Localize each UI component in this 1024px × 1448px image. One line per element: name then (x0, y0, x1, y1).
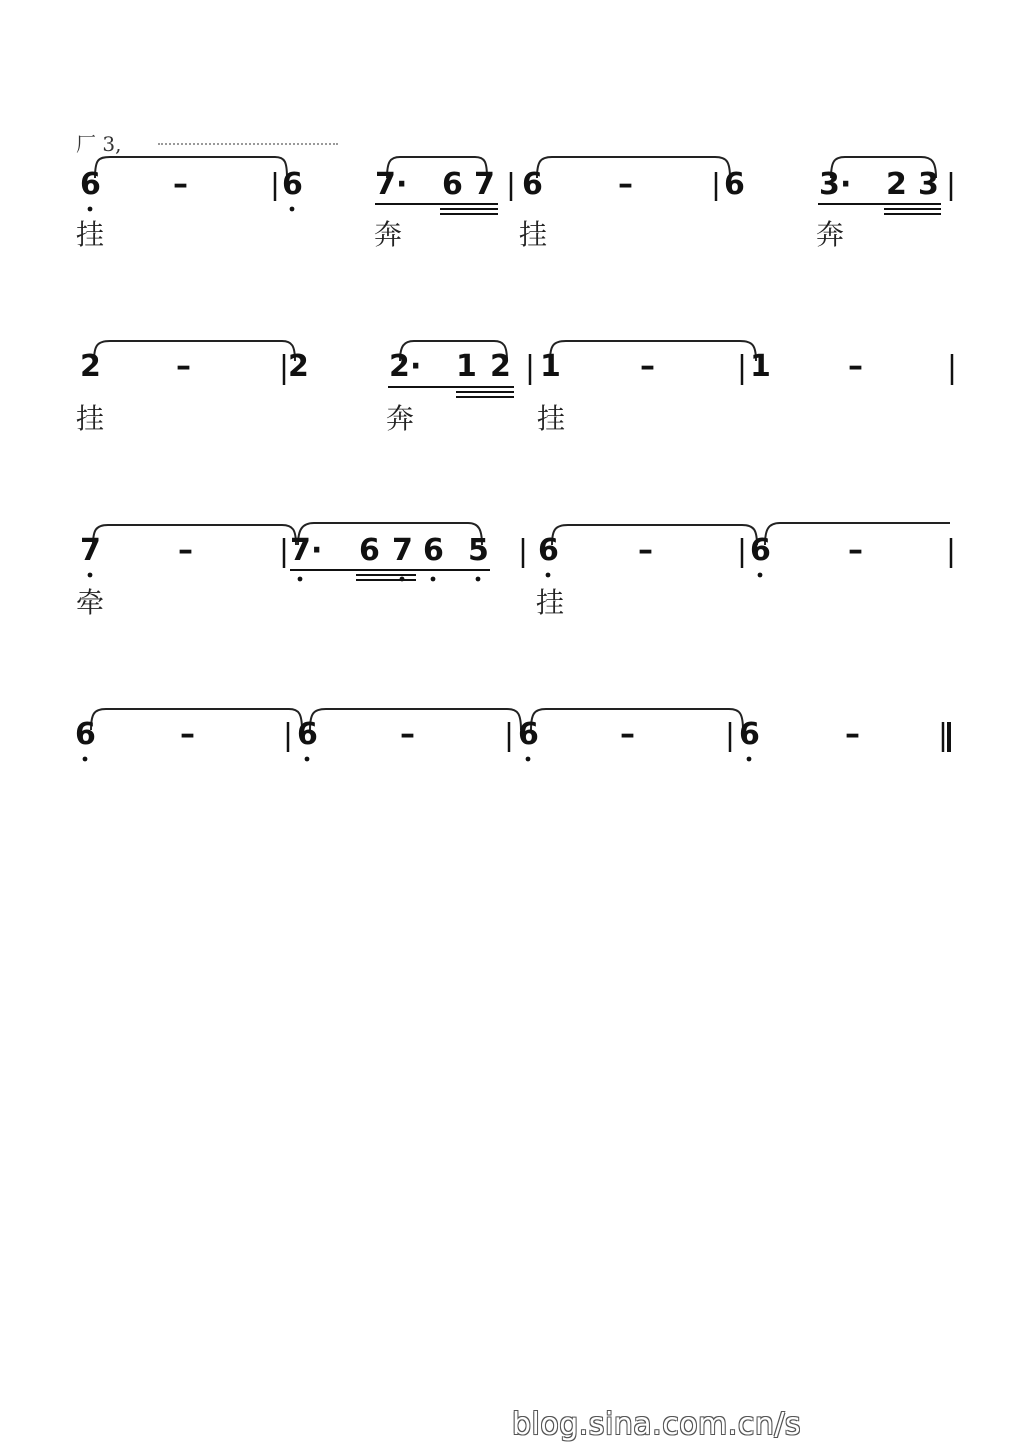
sustain-dash: – (400, 717, 415, 752)
augmentation-dot: · (396, 167, 408, 202)
augmentation-dot: · (840, 167, 852, 202)
blog-watermark: blog.sina.com.cn/s (512, 1407, 802, 1442)
note-digit: 7 (474, 167, 495, 202)
slur (531, 709, 743, 730)
note-digit: 6 (538, 533, 559, 568)
octave-dot-below (476, 577, 481, 582)
lyric-syllable: 奔 (386, 402, 415, 435)
note-digit: 6 (80, 167, 101, 202)
lyric-syllable: 奔 (816, 218, 845, 251)
sustain-dash: – (845, 717, 860, 752)
note-digit: 7 (80, 533, 101, 568)
octave-dot-below (88, 573, 93, 578)
lyric-syllable: 挂 (537, 402, 566, 435)
note-digit: 1 (540, 349, 561, 384)
slur (95, 157, 287, 178)
sustain-dash: – (176, 349, 191, 384)
octave-dot-below (758, 573, 763, 578)
note-digit: 6 (442, 167, 463, 202)
note-digit: 6 (739, 717, 760, 752)
sustain-dash: – (178, 533, 193, 568)
slur (310, 709, 521, 730)
note-digit: 2 (886, 167, 907, 202)
note-digit: 6 (75, 717, 96, 752)
note-digit: 1 (456, 349, 477, 384)
sustain-dash: – (848, 533, 863, 568)
note-digit: 7 (375, 167, 396, 202)
note-digit: 3 (918, 167, 939, 202)
octave-dot-below (305, 757, 310, 762)
slur (93, 525, 296, 545)
note-digit: 2 (288, 349, 309, 384)
octave-dot-below (88, 207, 93, 212)
note-digit: 2 (490, 349, 511, 384)
slur (94, 341, 295, 361)
score-header-mark: 厂 3, (76, 132, 122, 156)
note-digit: 1 (750, 349, 771, 384)
sustain-dash: – (173, 167, 188, 202)
note-digit: 7 (290, 533, 311, 568)
note-digit: 6 (724, 167, 745, 202)
octave-dot-below (431, 577, 436, 582)
lyric-syllable: 牵 (76, 586, 105, 619)
lyric-syllable: 挂 (76, 402, 105, 435)
octave-dot-below (546, 573, 551, 578)
sustain-dash: – (638, 533, 653, 568)
octave-dot-below (400, 577, 405, 582)
slur (298, 523, 482, 545)
note-digit: 6 (297, 717, 318, 752)
slur (537, 157, 730, 178)
augmentation-dot: · (311, 533, 323, 568)
sustain-dash: – (848, 349, 863, 384)
slur (91, 709, 302, 730)
sustain-dash: – (180, 717, 195, 752)
sustain-dash: – (620, 717, 635, 752)
octave-dot-below (290, 207, 295, 212)
lyric-syllable: 挂 (519, 218, 548, 251)
note-digit: 2 (80, 349, 101, 384)
lyric-syllable: 奔 (374, 218, 403, 251)
lyric-syllable: 挂 (536, 586, 565, 619)
octave-dot-below (83, 757, 88, 762)
sustain-dash: – (640, 349, 655, 384)
augmentation-dot: · (410, 349, 422, 384)
note-digit: 6 (359, 533, 380, 568)
octave-dot-below (747, 757, 752, 762)
note-digit: 6 (423, 533, 444, 568)
note-digit: 6 (518, 717, 539, 752)
sustain-dash: – (618, 167, 633, 202)
note-digit: 3 (819, 167, 840, 202)
note-digit: 7 (392, 533, 413, 568)
note-digit: 2 (389, 349, 410, 384)
octave-dot-below (298, 577, 303, 582)
note-digit: 6 (522, 167, 543, 202)
slur (552, 525, 757, 545)
note-digit: 6 (282, 167, 303, 202)
lyric-syllable: 挂 (76, 218, 105, 251)
octave-dot-below (526, 757, 531, 762)
note-digit: 6 (750, 533, 771, 568)
note-digit: 5 (468, 533, 489, 568)
